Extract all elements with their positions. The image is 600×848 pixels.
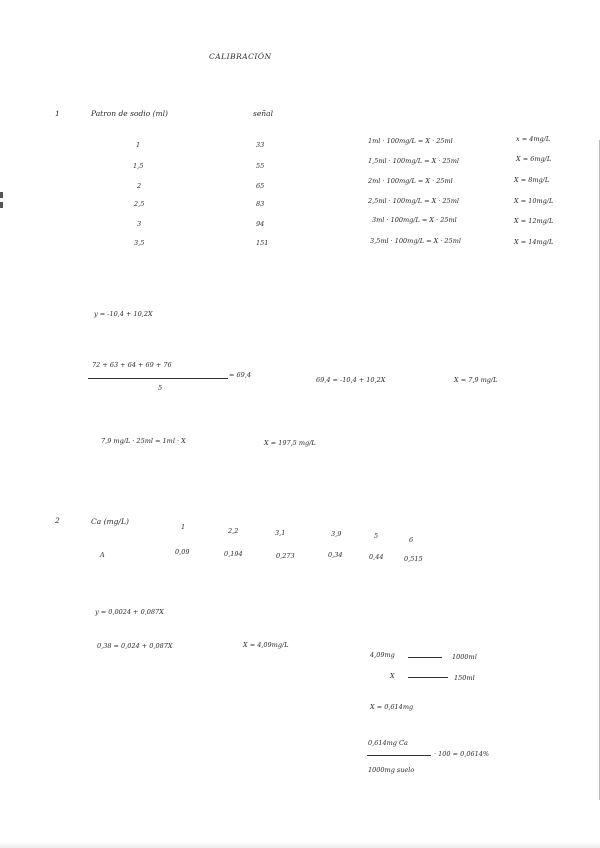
patron-value: 2 xyxy=(137,182,142,190)
ca-value: 5 xyxy=(374,532,379,540)
solve-equation: 69,4 = -10,4 + 10,2X xyxy=(316,376,386,384)
concentration-result: X = 6mg/L xyxy=(516,155,552,163)
solve-result: X = 7,9 mg/L xyxy=(454,376,498,384)
rule-result: X = 0,614mg xyxy=(370,703,414,711)
scan-mark xyxy=(0,202,3,208)
absorbance-value: 0,09 xyxy=(175,548,190,556)
ca-value: 1 xyxy=(181,523,186,531)
absorbance-value: 0,194 xyxy=(224,550,243,558)
concentration-result: X = 8mg/L xyxy=(514,176,550,184)
average-numerator: 72 + 63 + 64 + 69 + 76 xyxy=(92,361,172,369)
section-2-number: 2 xyxy=(55,516,60,525)
concentration-calc: 1,5ml · 100mg/L = X · 25ml xyxy=(368,157,459,165)
rule-arrow xyxy=(408,677,448,678)
senal-value: 83 xyxy=(256,200,265,208)
dilution-result: X = 197,5 mg/L xyxy=(264,439,316,447)
ca-value: 6 xyxy=(409,536,414,544)
rule-bottom-right: 150ml xyxy=(454,674,475,682)
concentration-calc: 1ml · 100mg/L = X · 25ml xyxy=(368,137,453,145)
ca-label: Ca (mg/L) xyxy=(91,517,129,526)
average-denominator: 5 xyxy=(158,384,163,392)
senal-value: 65 xyxy=(256,182,265,190)
percent-numerator: 0,614mg Ca xyxy=(368,739,408,747)
patron-value: 1 xyxy=(136,141,141,149)
ca-value: 2,2 xyxy=(228,527,239,535)
patron-value: 2,5 xyxy=(134,200,145,208)
regression-equation-2: y = 0,0024 + 0,087X xyxy=(95,608,164,616)
solve-result-2: X = 4,09mg/L xyxy=(243,641,289,649)
header-senal: señal xyxy=(253,109,273,118)
dilution-equation: 7,9 mg/L · 25ml = 1ml · X xyxy=(101,437,186,445)
section-1-number: 1 xyxy=(55,109,60,118)
patron-value: 3,5 xyxy=(134,239,145,247)
concentration-calc: 3,5ml · 100mg/L = X · 25ml xyxy=(370,237,461,245)
fraction-bar xyxy=(367,755,431,756)
concentration-calc: 2,5ml · 100mg/L = X · 25ml xyxy=(368,197,459,205)
patron-value: 1,5 xyxy=(133,162,144,170)
concentration-result: X = 10mg/L xyxy=(514,197,554,205)
scan-mark xyxy=(0,192,3,198)
regression-equation: y = -10,4 + 10,2X xyxy=(94,310,153,318)
absorbance-value: 0,34 xyxy=(328,551,343,559)
scan-bottom-edge xyxy=(0,842,600,848)
absorbance-value: 0,273 xyxy=(276,552,295,560)
rule-top-right: 1000ml xyxy=(452,653,477,661)
concentration-calc: 3ml · 100mg/L = X · 25ml xyxy=(372,216,457,224)
absorbance-value: 0,515 xyxy=(404,555,423,563)
absorbance-value: 0,44 xyxy=(369,553,384,561)
page-title: CALIBRACIÓN xyxy=(209,52,272,61)
concentration-result: X = 14mg/L xyxy=(514,238,554,246)
rule-top-left: 4,09mg xyxy=(370,651,395,659)
percent-denominator: 1000mg suelo xyxy=(368,766,415,774)
senal-value: 151 xyxy=(256,239,269,247)
ca-value: 3,1 xyxy=(275,529,286,537)
rule-bottom-left: X xyxy=(390,672,395,680)
patron-value: 3 xyxy=(137,220,142,228)
concentration-result: X = 12mg/L xyxy=(514,217,554,225)
concentration-result: x = 4mg/L xyxy=(516,135,551,143)
ca-value: 3,9 xyxy=(331,530,342,538)
header-patron: Patron de sodio (ml) xyxy=(91,109,168,118)
percent-result: · 100 = 0,0614% xyxy=(434,750,490,758)
concentration-calc: 2ml · 100mg/L = X · 25ml xyxy=(368,177,453,185)
senal-value: 55 xyxy=(256,162,265,170)
solve-equation-2: 0,38 = 0,024 + 0,087X xyxy=(97,642,173,650)
absorbance-label: A xyxy=(100,551,105,559)
senal-value: 94 xyxy=(256,220,265,228)
senal-value: 33 xyxy=(256,141,265,149)
fraction-bar xyxy=(88,378,228,379)
average-result: = 69,4 xyxy=(229,371,251,379)
rule-arrow xyxy=(408,657,442,658)
